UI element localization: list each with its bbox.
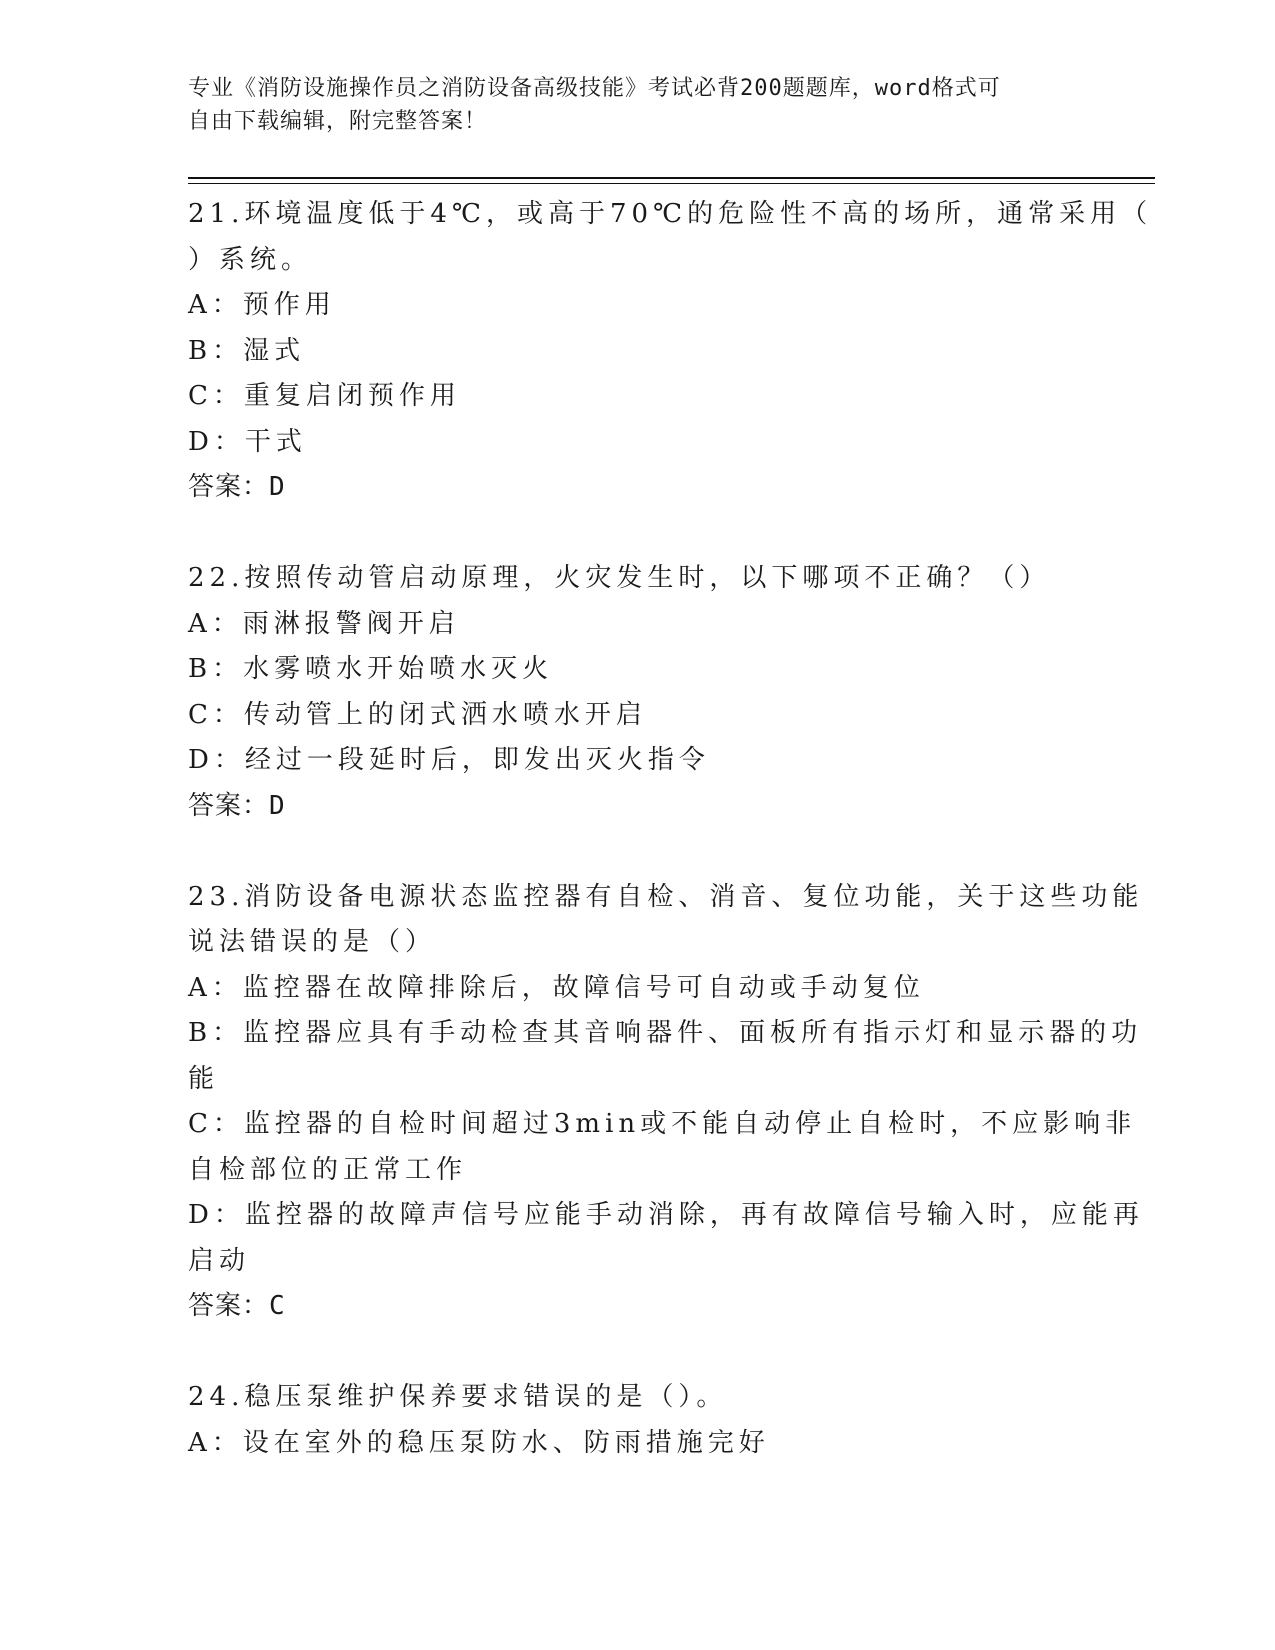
option-a: A：设在室外的稳压泵防水、防雨措施完好 [188,1427,770,1458]
option-d: 启动 [188,1245,251,1276]
option-b: 能 [188,1063,220,1094]
option-a: A：雨淋报警阀开启 [188,608,460,639]
question-23 [188,875,1144,1376]
answer-line: 答案：C [188,1291,286,1321]
answer-line: 答案：D [188,790,286,821]
question-stem: 21.环境温度低于4℃，或高于70℃的危险性不高的场所，通常采用（ [188,199,1153,229]
option-b: B：湿式 [188,335,306,366]
option-a: A：监控器在故障排除后，故障信号可自动或手动复位 [188,972,925,1003]
spacer [188,511,1088,557]
spacer [188,1330,1088,1376]
question-21 [188,192,1153,556]
option-d: D：干式 [188,426,307,457]
question-24 [188,1375,1088,1466]
question-stem: 22.按照传动管启动原理，火灾发生时，以下哪项不正确？（） [188,563,1051,593]
answer-line: 答案：D [188,472,286,502]
option-c: 自检部位的正常工作 [188,1154,468,1185]
option-c: C：监控器的自检时间超过3min或不能自动停止自检时，不应影响非 [188,1109,1137,1139]
option-c: C：传动管上的闭式洒水喷水开启 [188,699,647,730]
option-d: D：经过一段延时后，即发出灭火指令 [188,745,710,775]
option-d: D：监控器的故障声信号应能手动消除，再有故障信号输入时，应能再 [188,1200,1144,1230]
header-divider-thick [188,177,1155,179]
header-line-2: 自由下载编辑，附完整答案！ [188,109,488,134]
question-22 [188,556,1088,875]
document-header [188,72,1068,138]
option-c: C：重复启闭预作用 [188,381,461,411]
header-divider-thin [188,183,1155,184]
spacer [188,829,1088,875]
header-line-1: 专业《消防设施操作员之消防设备高级技能》考试必背200题题库，word格式可 [188,76,1001,101]
option-b: B：监控器应具有手动检查其音响器件、面板所有指示灯和显示器的功 [188,1018,1143,1048]
question-stem: 23.消防设备电源状态监控器有自检、消音、复位功能，关于这些功能 [188,881,1144,912]
question-stem: 说法错误的是（） [188,927,437,957]
option-a: A：预作用 [188,290,336,320]
question-stem: 24.稳压泵维护保养要求错误的是（）。 [188,1382,728,1412]
option-b: B：水雾喷水开始喷水灭火 [188,654,554,684]
question-list [188,192,1153,1466]
question-stem: ）系统。 [188,244,313,275]
